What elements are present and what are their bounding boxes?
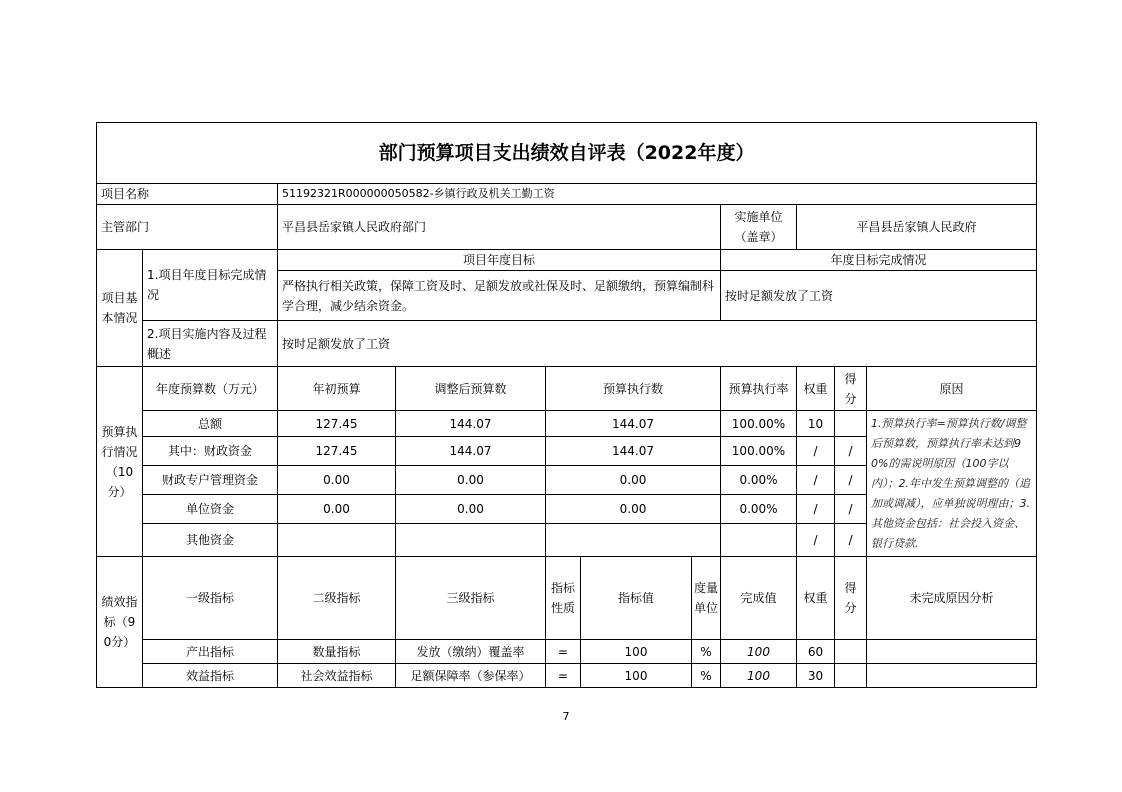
cell	[546, 524, 721, 557]
cell: 0.00	[396, 495, 546, 524]
perf-header: 指标值	[581, 557, 692, 640]
cell	[278, 524, 396, 557]
cell: 0.00%	[721, 495, 797, 524]
unit-label: 实施单位（盖章）	[721, 205, 797, 250]
cell	[396, 524, 546, 557]
cell: 127.45	[278, 437, 396, 466]
perf-label: 绩效指标（90分）	[97, 557, 143, 688]
perf-header: 一级指标	[143, 557, 278, 640]
cell: 100.00%	[721, 437, 797, 466]
budget-note: 1.预算执行率=预算执行数/调整后预算数，预算执行率未达到90%的需说明原因（100字以内）；2.年中发生预算调整的（追加或调减），应单独说明理由；3.其他资金包括：社会投入资金、银行贷款.	[867, 411, 1037, 557]
cell: 0.00	[546, 495, 721, 524]
cell: /	[797, 437, 835, 466]
done-header: 年度目标完成情况	[721, 250, 1037, 271]
budget-header: 得分	[835, 367, 867, 411]
budget-row	[97, 411, 1037, 437]
perf-row	[97, 640, 1037, 664]
budget-header: 年初预算	[278, 367, 396, 411]
cell	[835, 664, 867, 688]
perf-header: 三级指标	[396, 557, 546, 640]
cell	[835, 640, 867, 664]
perf-header: 权重	[797, 557, 835, 640]
cell	[721, 524, 797, 557]
self-evaluation-table	[96, 122, 1037, 688]
cell: /	[797, 466, 835, 495]
budget-header: 年度预算数（万元）	[143, 367, 278, 411]
cell: 100	[721, 664, 797, 688]
cell: /	[835, 524, 867, 557]
cell: 产出指标	[143, 640, 278, 664]
cell: 总额	[143, 411, 278, 437]
perf-header: 完成值	[721, 557, 797, 640]
cell: 100	[581, 664, 692, 688]
dept: 平昌县岳家镇人民政府部门	[278, 205, 721, 250]
cell: /	[797, 495, 835, 524]
page-title: 部门预算项目支出绩效自评表（2022年度）	[97, 123, 1037, 184]
cell: 144.07	[546, 411, 721, 437]
item2-text: 按时足额发放了工资	[278, 321, 1037, 367]
budget-header: 权重	[797, 367, 835, 411]
cell	[867, 664, 1037, 688]
cell: 0.00	[396, 466, 546, 495]
budget-header: 预算执行数	[546, 367, 721, 411]
goal-header: 项目年度目标	[278, 250, 721, 271]
cell	[867, 640, 1037, 664]
cell: =	[546, 640, 581, 664]
project-name: 51192321R000000050582-乡镇行政及机关工勤工资	[278, 184, 1037, 205]
cell: 其他资金	[143, 524, 278, 557]
perf-header: 未完成原因分析	[867, 557, 1037, 640]
cell: /	[835, 466, 867, 495]
cell: 效益指标	[143, 664, 278, 688]
project-name-label: 项目名称	[97, 184, 278, 205]
cell: 数量指标	[278, 640, 396, 664]
cell: 财政专户管理资金	[143, 466, 278, 495]
cell: /	[797, 524, 835, 557]
cell	[835, 411, 867, 437]
cell: %	[692, 640, 721, 664]
cell: 144.07	[546, 437, 721, 466]
perf-row	[97, 664, 1037, 688]
cell: /	[835, 495, 867, 524]
goal-text: 严格执行相关政策，保障工资及时、足额发放或社保及时、足额缴纳，预算编制科学合理，减少结余资金。	[278, 271, 721, 321]
cell: 0.00	[278, 466, 396, 495]
basic-label: 项目基本情况	[97, 250, 143, 367]
perf-header: 得分	[835, 557, 867, 640]
perf-header: 指标性质	[546, 557, 581, 640]
perf-header: 度量单位	[692, 557, 721, 640]
cell: 144.07	[396, 437, 546, 466]
cell: 100.00%	[721, 411, 797, 437]
cell: 60	[797, 640, 835, 664]
unit: 平昌县岳家镇人民政府	[797, 205, 1037, 250]
basic-item1: 1.项目年度目标完成情况	[143, 250, 278, 321]
done-text: 按时足额发放了工资	[721, 271, 1037, 321]
budget-header: 预算执行率	[721, 367, 797, 411]
cell: 0.00%	[721, 466, 797, 495]
page-number: 7	[562, 710, 570, 723]
cell: 100	[721, 640, 797, 664]
cell: 发放（缴纳）覆盖率	[396, 640, 546, 664]
budget-header: 原因	[867, 367, 1037, 411]
cell: 30	[797, 664, 835, 688]
cell: 144.07	[396, 411, 546, 437]
cell: /	[835, 437, 867, 466]
budget-label: 预算执行情况（10分）	[97, 367, 143, 557]
cell: =	[546, 664, 581, 688]
basic-item2: 2.项目实施内容及过程概述	[143, 321, 278, 367]
cell: 100	[581, 640, 692, 664]
cell: 0.00	[278, 495, 396, 524]
cell: 足额保障率（参保率）	[396, 664, 546, 688]
cell: 127.45	[278, 411, 396, 437]
cell: 0.00	[546, 466, 721, 495]
cell: 社会效益指标	[278, 664, 396, 688]
cell: 单位资金	[143, 495, 278, 524]
cell: 其中：财政资金	[143, 437, 278, 466]
cell: 10	[797, 411, 835, 437]
perf-header: 二级指标	[278, 557, 396, 640]
budget-header: 调整后预算数	[396, 367, 546, 411]
dept-label: 主管部门	[97, 205, 278, 250]
cell: %	[692, 664, 721, 688]
